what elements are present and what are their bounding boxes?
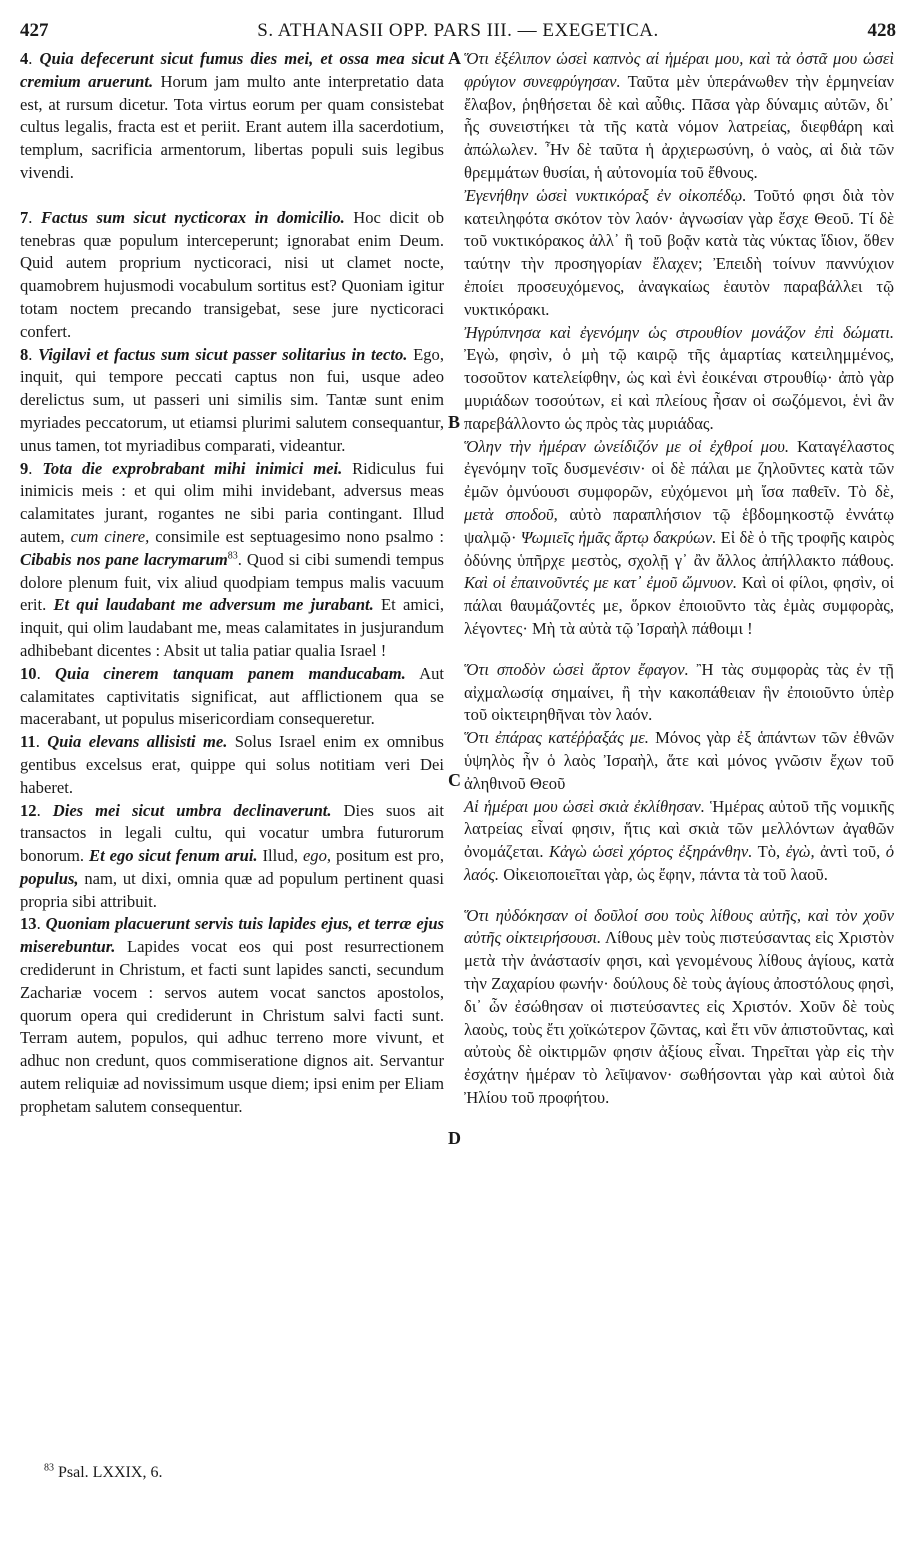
greek-paragraph: Ὅτι ηὐδόκησαν οἱ δοῦλοί σου τοὺς λίθους αὐτῆς, καὶ τὸν χοῦν αὐτῆς οἰκτειρήσουσι. Λίθους μὲν τοὺς πιστεύσαντας εἰς Χριστὸν μετὰ τὴν ἀνάστασίν φησι, καὶ γενομένους λίθους ἁγίους, κατὰ τὴν Ζαχαρίου φωνήν· δούλους δὲ τοὺς ἁγίους ἀποστόλους φησὶ, δι᾽ ὧν ἐσώθησαν οἱ πιστεύσαντες εἰς Χριστόν. Χοῦν δὲ τοὺς λαοὺς, τοὺς ἔτι χοϊκώτερον ζῶντας, καὶ ἔτι νῦν ἀπιστοῦντας, καὶ αὐτοὺς δὲ οἰκτιρμῶν φησιν ἀξίους εἶναι. Τηρεῖται γὰρ εἰς τὴν ἐσχάτην ἡμέραν τὸ λεῖψανον· σωθήσονται γὰρ καὶ αὐτοὶ διὰ Ἠλίου τοῦ προφήτου.: [464, 905, 894, 1108]
latin-paragraph: 12. Dies mei sicut umbra declinaverunt. Dies suos ait transactos in legali cultu, qui vocatur umbra futurorum bonorum. Et ego sicut fenum arui. Illud, ego, positum est pro, populus, nam, ut dixi, omnia quæ ad populum pertinent quasi propria sibi attribuit.: [20, 800, 445, 911]
lemma: Quia elevans allisisti me.: [47, 732, 228, 752]
lemma: Quia cinerem tanquam panem manducabam.: [55, 663, 406, 683]
latin-paragraph: 10. Quia cinerem tanquam panem manducabam. Aut calamitates captivitatis significat, aut afflictionem qua se macerabant, ut populus misericordiam consequeretur.: [20, 663, 444, 729]
lemma: Ὅτι ἐξέλιπον ὡσεὶ καπνὸς αἱ ἡμέραι μου, καὶ τὰ ὀστᾶ μου ὡσεὶ φρύγιον συνεφρύγησαν.: [464, 49, 894, 91]
lemma: Tota die exprobrabant mihi inimici mei.: [42, 458, 343, 478]
margin-letter-c: C: [448, 770, 461, 790]
lemma: Ὅτι ηὐδόκησαν οἱ δοῦλοί σου τοὺς λίθους αὐτῆς, καὶ τὸν χοῦν αὐτῆς οἰκτειρήσουσι.: [464, 905, 894, 948]
greek-paragraph: Αἱ ἡμέραι μου ὡσεὶ σκιὰ ἐκλίθησαν. Ἡμέρας αὐτοῦ τῆς νομικῆς λατρείας εἶναί φησιν, ἥτις καὶ σκιὰ τῶν μελλόντων ἀγαθῶν ὀνομάζεται. Κἀγὼ ὡσεὶ χόρτος ἐξηράνθην. Τὸ, ἐγὼ, ἀντὶ τοῦ, ὁ λαός. Οἰκειοποιεῖται γὰρ, ὡς ἔφην, πάντα τὰ τοῦ λαοῦ.: [464, 796, 894, 884]
lemma: Ἐγενήθην ὡσεὶ νυκτικόραξ ἐν οἰκοπέδῳ.: [464, 185, 747, 205]
lemma: Factus sum sicut nycticorax in domicilio.: [40, 207, 345, 227]
greek-paragraph: Ὅλην τὴν ἡμέραν ὠνείδιζόν με οἱ ἐχθροί μου. Καταγέλαστος ἐγενόμην τοῖς δυσμενέσιν· οἱ δὲ πάλαι με ζηλοῦντες κατὰ τῶν ἐμῶν ὀμνύουσι συμφορῶν, εὐχόμενοι μὴ ἴσα παθεῖν. Τὸ δὲ, μετὰ σποδοῦ, αὐτὸ παραπλήσιον τῷ ἑβδομηκοστῷ ἐννάτῳ ψαλμῷ· Ψωμιεῖς ἡμᾶς ἄρτῳ δακρύων. Εἰ δὲ ὁ τῆς τροφῆς καιρὸς ὀδύνης ὑπῆρχε μεστὸς, σχολῇ γ᾽ ἂν ἄλλος ἀπήλλακτο πάθους. Καὶ οἱ ἐπαινοῦντές με κατ᾽ ἐμοῦ ὤμνυον. Καὶ οἱ φίλοι, φησὶν, οἱ πάλαι θαυμάζοντές με, ὅρκον ἐποιοῦντο τὰς ἐμὰς συμφορὰς, λέγοντες· Μὴ τὰ αὐτὰ τῷ Ἰσραὴλ πάθοιμι !: [464, 436, 894, 638]
footnote: [44, 1464, 162, 1482]
page-number-right: 428: [867, 20, 896, 41]
page-number-left: 427: [20, 20, 49, 41]
greek-paragraph: Ὅτι σποδὸν ὡσεὶ ἄρτον ἔφαγον. Ἢ τὰς συμφορὰς τὰς ἐν τῇ αἰχμαλωσίᾳ σημαίνει, ἢ τὴν κακοπάθειαν ἣν ἐποιοῦντο ὑπὲρ τοῦ οἰκτειρηθῆναι τὸν λαόν.: [464, 659, 894, 725]
margin-letter-b: B: [448, 412, 461, 432]
lemma: Ἠγρύπνησα καὶ ἐγενόμην ὡς στρουθίον μονάζον ἐπὶ δώματι.: [464, 322, 894, 342]
latin-paragraph: 4. Quia defecerunt sicut fumus dies mei, et ossa mea sicut cremium aruerunt. Horum jam multo ante interpretatio data est, at rursum dicetur. Tota virtus eorum per quam consistebat cultus legalis, fracta est et periit. Erant autem illa sacerdotium, templum, sacrificia armentorum, libertas populi suis legibus vivendi.: [20, 49, 444, 182]
latin-paragraph: 7. Factus sum sicut nycticorax in domicilio. Hoc dicit ob tenebras quæ populum interceperunt; ignorabat enim Deum. Quid autem proprium nycticoraci, nisi ut clamet nocte, quamobrem hujusmodi vocabulum sortitus est? Quoniam igitur totam noctem precando transigebat, sese jure nycticoraci confert.: [20, 207, 444, 341]
lemma: Ὅτι ἐπάρας κατέῤῥαξάς με.: [464, 728, 649, 748]
greek-paragraph: Ἐγενήθην ὡσεὶ νυκτικόραξ ἐν οἰκοπέδῳ. Τοῦτό φησι διὰ τὸν κατειληφότα σκότον τὸν λαόν· ἀγνωσίαν γὰρ ἔσχε Θεοῦ. Τί δὲ τοῦ νυκτικόρακος ἀλλ᾽ ἢ τοῦ βοᾷν κατὰ τὰς νύκτας ἴδιον, ὅθεν ταύτην τὴν προσηγορίαν ἔλαχεν; Ἐπειδὴ τοίνυν παννύχιον ἐποίει προσευχόμενος, ἀναγκαίως ἑαυτὸν παραβάλλει τῷ νυκτικόρακι.: [464, 185, 894, 319]
greek-paragraph: Ἠγρύπνησα καὶ ἐγενόμην ὡς στρουθίον μονάζον ἐπὶ δώματι. Ἐγὼ, φησὶν, ὁ μὴ τῷ καιρῷ τῆς ἁμαρτίας κατειλημμένος, τοσοῦτον κατελείφθην, ὡς καὶ ἑνὶ ἐοικέναι στρουθίῳ· ἀπὸ γὰρ μυριάδων τοσούτων, εἰ καὶ πλείους ἦσαν οἱ σωζόμενοι, ἑνὶ ἂν παρεβάλλοντο ὡς πρὸς τὰς μυριάδας.: [464, 322, 894, 433]
latin-column: [20, 48, 444, 1119]
lemma: Ὅτι σποδὸν ὡσεὶ ἄρτον ἔφαγον.: [464, 659, 689, 679]
greek-column: [464, 48, 894, 1110]
lemma: Quoniam placuerunt servis tuis lapides ejus, et terræ ejus miserebuntur.: [20, 914, 445, 957]
running-title: S. ATHANASII OPP. PARS III. — EXEGETICA.: [257, 20, 659, 41]
greek-paragraph: Ὅτι ἐπάρας κατέῤῥαξάς με. Μόνος γὰρ ἐξ ἁπάντων τῶν ἐθνῶν ὑψηλὸς ἦν ὁ λαὸς Ἰσραὴλ, ἅτε καὶ μόνος γνῶσιν ἔχων τοῦ ἀληθινοῦ Θεοῦ: [464, 728, 895, 793]
footnote-mark: 83: [44, 1462, 54, 1474]
latin-paragraph: 11. Quia elevans allisisti me. Solus Israel enim ex omnibus gentibus excelsus erat, quippe qui solus notitiam veri Dei haberet.: [20, 732, 444, 797]
greek-paragraph: Ὅτι ἐξέλιπον ὡσεὶ καπνὸς αἱ ἡμέραι μου, καὶ τὰ ὀστᾶ μου ὡσεὶ φρύγιον συνεφρύγησαν. Ταῦτα μὲν ὑπεράνωθεν τὴν ἑρμηνείαν ἔλαβον, ῥηθήσεται δὲ καὶ αὖθις. Πᾶσα γὰρ δύναμις αὐτῶν, δι᾽ ἧς συνειστήκει τὰ τῆς κατὰ νόμον λατρείας, διεφθάρη καὶ ἀπώλωλεν. Ἦν δὲ ταῦτα ἡ ἀρχιερωσύνη, ὁ ναὸς, αἱ διὰ τῶν θρεμμάτων θυσίαι, ἡ αὐτονομία τοῦ ἔθνους.: [464, 49, 894, 182]
lemma: Αἱ ἡμέραι μου ὡσεὶ σκιὰ ἐκλίθησαν.: [464, 796, 705, 816]
lemma: Ὅλην τὴν ἡμέραν ὠνείδιζόν με οἱ ἐχθροί μου.: [464, 436, 790, 456]
footnote-text: Psal. LXXIX, 6.: [58, 1464, 163, 1481]
margin-letter-d: D: [448, 1128, 461, 1148]
lemma: Vigilavi et factus sum sicut passer solitarius in tecto.: [38, 344, 408, 364]
margin-letter-a: A: [448, 48, 461, 68]
latin-paragraph: 8. Vigilavi et factus sum sicut passer solitarius in tecto. Ego, inquit, qui tempore peccati captus non fui, usque adeo derelictus sum, ut passeri uni similis sim. Tantæ sunt enim myriades peccatorum, ut etiamsi plurimi salutem consequantur, unus tamen, tot myriadibus comparati, videantur.: [20, 344, 444, 455]
latin-paragraph: 9. Tota die exprobrabant mihi inimici mei. Ridiculus fui inimicis meis : et qui olim mihi invidebant, adversus meas calamitates jurant, rogantes ne sibi paria contingant. Illud autem, cum cinere, consimile est septuagesimo nono psalmo : Cibabis nos pane lacrymarum$^{83}$. Quod si cibi sumendi tempus dolore plenum fuit, vix aliud quodpiam tempus malis vacuum erit. Et qui laudabant me adversum me jurabant. Et amici, inquit, qui olim laudabant me, meas calamitates in jusjurandum adhibebant dicentes : Absit ut talia patiar qualia Israel !: [20, 458, 444, 660]
running-header: [20, 20, 896, 46]
lemma: Quia defecerunt sicut fumus dies mei, et ossa mea sicut cremium aruerunt.: [20, 49, 444, 91]
lemma: Dies mei sicut umbra declinaverunt.: [52, 800, 332, 820]
footnote-ref: 83: [227, 550, 238, 562]
latin-paragraph: 13. Quoniam placuerunt servis tuis lapides ejus, et terræ ejus miserebuntur. Lapides vocat eos qui post resurrectionem crediderunt in Christum, et facti sunt lapides sancti, secundum Zachariæ vocem : servos autem vocat sanctos apostolos, quorum opera qui crediderunt in Christum salvi facti sunt. Terram autem, populos, qui adhuc terreno more vivunt, et adhuc non credunt, quos commiseratione dignos ait. Servantur autem reliquiæ ad novissimum usque diem; ipsi enim per Eliam prophetam salutem consequentur.: [20, 914, 445, 1116]
